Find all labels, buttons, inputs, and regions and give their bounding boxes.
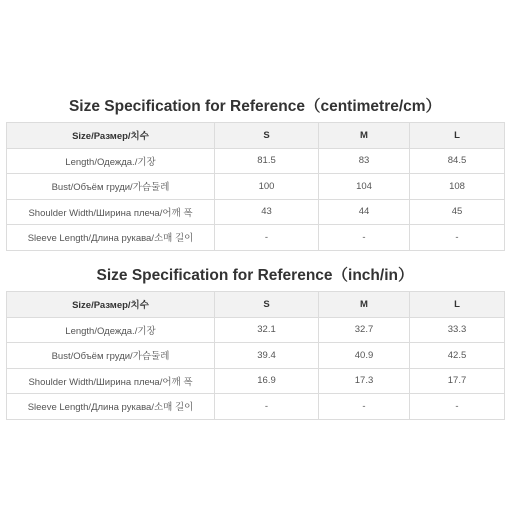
table-header-row: [7, 123, 505, 149]
size-spec-inch-table: [6, 291, 505, 420]
header-s: S: [215, 123, 319, 149]
table-row: [7, 343, 505, 369]
cell-value: -: [215, 394, 319, 420]
header-size: Size/Размер/치수: [7, 292, 215, 318]
table-row: [7, 199, 505, 225]
row-label-sleeve-length: Sleeve Length/Длина рукава/소매 길이: [7, 225, 215, 251]
table-row: [7, 317, 505, 343]
cell-value: 84.5: [410, 148, 505, 174]
cell-value: -: [319, 225, 410, 251]
cell-value: 39.4: [215, 343, 319, 369]
cell-value: 32.1: [215, 317, 319, 343]
cell-value: 100: [215, 174, 319, 200]
cell-value: -: [410, 225, 505, 251]
header-s: S: [215, 292, 319, 318]
header-l: L: [410, 123, 505, 149]
header-m: M: [319, 123, 410, 149]
cell-value: 108: [410, 174, 505, 200]
table-row: [7, 368, 505, 394]
row-label-bust: Bust/Объём груди/가슴둘레: [7, 343, 215, 369]
header-l: L: [410, 292, 505, 318]
cell-value: 33.3: [410, 317, 505, 343]
table-row: [7, 225, 505, 251]
size-spec-cm-table: [6, 122, 505, 251]
table-header-row: [7, 292, 505, 318]
row-label-shoulder-width: Shoulder Width/Ширина плеча/어깨 폭: [7, 199, 215, 225]
table-row: [7, 174, 505, 200]
cell-value: 104: [319, 174, 410, 200]
cell-value: 40.9: [319, 343, 410, 369]
size-spec-cm-title: Size Specification for Reference（centimetre/cm）: [68, 98, 442, 115]
cell-value: 45: [410, 199, 505, 225]
cell-value: -: [215, 225, 319, 251]
row-label-length: Length/Одежда./기장: [7, 148, 215, 174]
cell-value: 17.3: [319, 368, 410, 394]
header-size: Size/Размер/치수: [7, 123, 215, 149]
cell-value: -: [410, 394, 505, 420]
row-label-length: Length/Одежда./기장: [7, 317, 215, 343]
cell-value: -: [319, 394, 410, 420]
cell-value: 16.9: [215, 368, 319, 394]
row-label-shoulder-width: Shoulder Width/Ширина плеча/어깨 폭: [7, 368, 215, 394]
cell-value: 83: [319, 148, 410, 174]
cell-value: 44: [319, 199, 410, 225]
cell-value: 81.5: [215, 148, 319, 174]
table-row: [7, 148, 505, 174]
row-label-sleeve-length: Sleeve Length/Длина рукава/소매 길이: [7, 394, 215, 420]
row-label-bust: Bust/Объём груди/가슴둘레: [7, 174, 215, 200]
cell-value: 43: [215, 199, 319, 225]
cell-value: 32.7: [319, 317, 410, 343]
cell-value: 17.7: [410, 368, 505, 394]
header-m: M: [319, 292, 410, 318]
table-row: [7, 394, 505, 420]
cell-value: 42.5: [410, 343, 505, 369]
size-spec-inch-title: Size Specification for Reference（inch/in）: [96, 267, 414, 284]
